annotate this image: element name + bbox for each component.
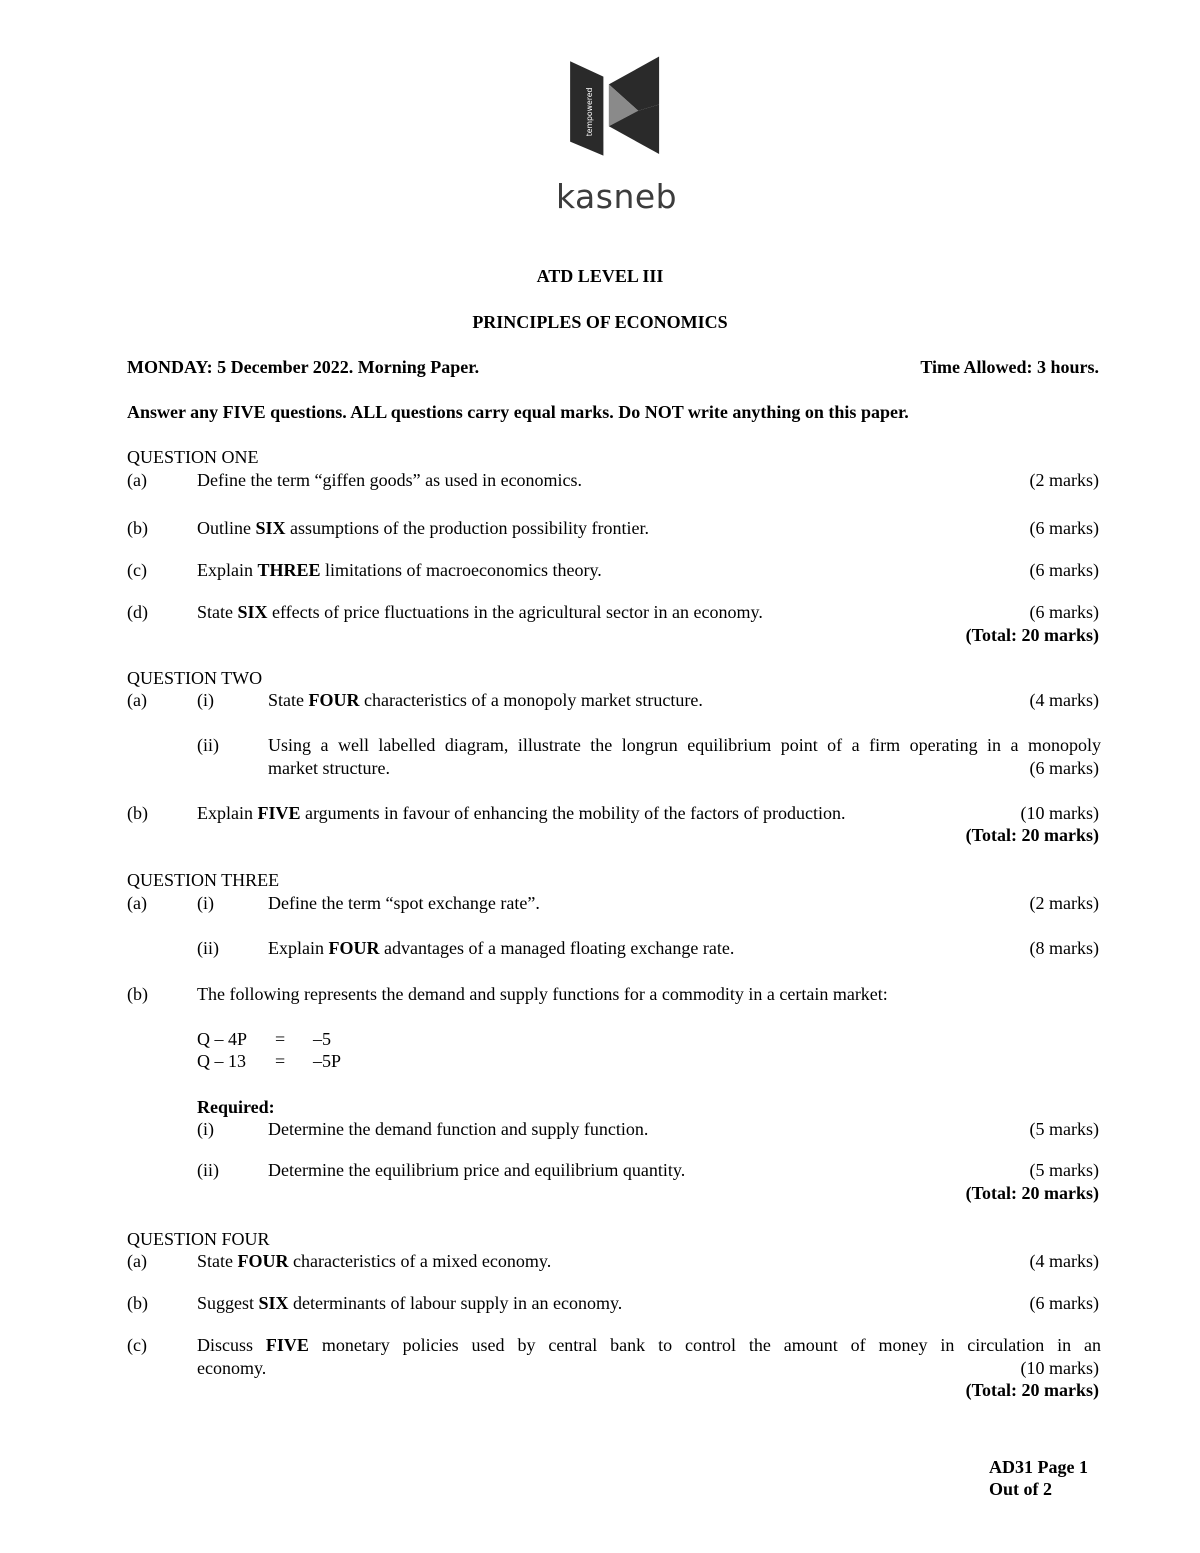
q2-aii-text-line1: Using a well labelled diagram, illustrate the longrun equilibrium point of a firm operating in a monopoly (268, 735, 1101, 755)
q1-a-label: (a) (127, 470, 147, 490)
q1-a-text: Define the term “giffen goods” as used in economics. (197, 470, 583, 490)
page-count: Out of 2 (989, 1479, 1052, 1499)
q4-c-marks: (10 marks) (1020, 1358, 1099, 1378)
q1-total: (Total: 20 marks) (965, 625, 1099, 645)
q4-a-marks: (4 marks) (1029, 1251, 1099, 1271)
equation-2-lhs: Q – 13 (197, 1051, 246, 1071)
q2-aii-text-line2: market structure. (268, 758, 390, 778)
exam-subject: PRINCIPLES OF ECONOMICS (472, 312, 728, 332)
question-three-title: QUESTION THREE (127, 870, 280, 890)
q4-c-text-line2: economy. (197, 1358, 267, 1378)
q3-a-label: (a) (127, 893, 147, 913)
q3-ai-label: (i) (197, 893, 214, 913)
q1-b-marks: (6 marks) (1029, 518, 1099, 538)
q3-ai-marks: (2 marks) (1029, 893, 1099, 913)
q3-bii-text: Determine the equilibrium price and equilibrium quantity. (268, 1160, 686, 1180)
exam-instructions: Answer any FIVE questions. ALL questions carry equal marks. Do NOT write anything on this paper. (127, 402, 909, 422)
q1-c-label: (c) (127, 560, 147, 580)
equation-2-op: = (275, 1051, 286, 1071)
q4-b-text: Suggest SIX determinants of labour supply in an economy. (197, 1293, 623, 1313)
exam-level: ATD LEVEL III (536, 266, 664, 286)
q4-b-marks: (6 marks) (1029, 1293, 1099, 1313)
q4-b-label: (b) (127, 1293, 148, 1313)
required-heading: Required: (197, 1097, 275, 1117)
q3-aii-label: (ii) (197, 938, 219, 958)
page-number: AD31 Page 1 (989, 1457, 1088, 1477)
q2-aii-marks: (6 marks) (1029, 758, 1099, 778)
logo-tagline: tempowered (584, 87, 594, 137)
question-four-title: QUESTION FOUR (127, 1229, 270, 1249)
q2-ai-text: State FOUR characteristics of a monopoly market structure. (268, 690, 703, 710)
q3-b-label: (b) (127, 984, 148, 1004)
q4-a-label: (a) (127, 1251, 147, 1271)
q1-d-label: (d) (127, 602, 148, 622)
q4-c-label: (c) (127, 1335, 147, 1355)
q2-total: (Total: 20 marks) (965, 825, 1099, 845)
equation-2-rhs: –5P (313, 1051, 342, 1071)
q1-c-marks: (6 marks) (1029, 560, 1099, 580)
q2-b-label: (b) (127, 803, 148, 823)
q1-b-label: (b) (127, 518, 148, 538)
q2-a-label: (a) (127, 690, 147, 710)
q1-b-text: Outline SIX assumptions of the production possibility frontier. (197, 518, 649, 538)
question-one-title: QUESTION ONE (127, 447, 259, 467)
q1-d-text: State SIX effects of price fluctuations in the agricultural sector in an economy. (197, 602, 763, 622)
q3-bi-label: (i) (197, 1119, 214, 1139)
q2-aii-label: (ii) (197, 735, 219, 755)
equation-1-lhs: Q – 4P (197, 1029, 248, 1049)
time-allowed: Time Allowed: 3 hours. (920, 357, 1099, 377)
q4-c-text-line1: Discuss FIVE monetary policies used by central bank to control the amount of money in circulation in an (197, 1335, 1101, 1355)
q3-aii-text: Explain FOUR advantages of a managed floating exchange rate. (268, 938, 735, 958)
q1-a-marks: (2 marks) (1029, 470, 1099, 490)
q3-bi-text: Determine the demand function and supply function. (268, 1119, 649, 1139)
q3-b-text: The following represents the demand and supply functions for a commodity in a certain market: (197, 984, 888, 1004)
q1-d-marks: (6 marks) (1029, 602, 1099, 622)
q3-bi-marks: (5 marks) (1029, 1119, 1099, 1139)
q2-ai-label: (i) (197, 690, 214, 710)
logo-wordmark: kasneb (556, 177, 678, 216)
question-two-title: QUESTION TWO (127, 668, 263, 688)
kasneb-logo (555, 55, 675, 185)
q2-b-text: Explain FIVE arguments in favour of enhancing the mobility of the factors of production. (197, 803, 846, 823)
q3-bii-label: (ii) (197, 1160, 219, 1180)
q3-aii-marks: (8 marks) (1029, 938, 1099, 958)
equation-1-op: = (275, 1029, 286, 1049)
exam-date: MONDAY: 5 December 2022. Morning Paper. (127, 357, 480, 377)
q4-total: (Total: 20 marks) (965, 1380, 1099, 1400)
q4-a-text: State FOUR characteristics of a mixed economy. (197, 1251, 552, 1271)
q3-bii-marks: (5 marks) (1029, 1160, 1099, 1180)
equation-1-rhs: –5 (313, 1029, 331, 1049)
q2-ai-marks: (4 marks) (1029, 690, 1099, 710)
q3-ai-text: Define the term “spot exchange rate”. (268, 893, 540, 913)
q2-b-marks: (10 marks) (1020, 803, 1099, 823)
q1-c-text: Explain THREE limitations of macroeconomics theory. (197, 560, 602, 580)
q3-total: (Total: 20 marks) (965, 1183, 1099, 1203)
